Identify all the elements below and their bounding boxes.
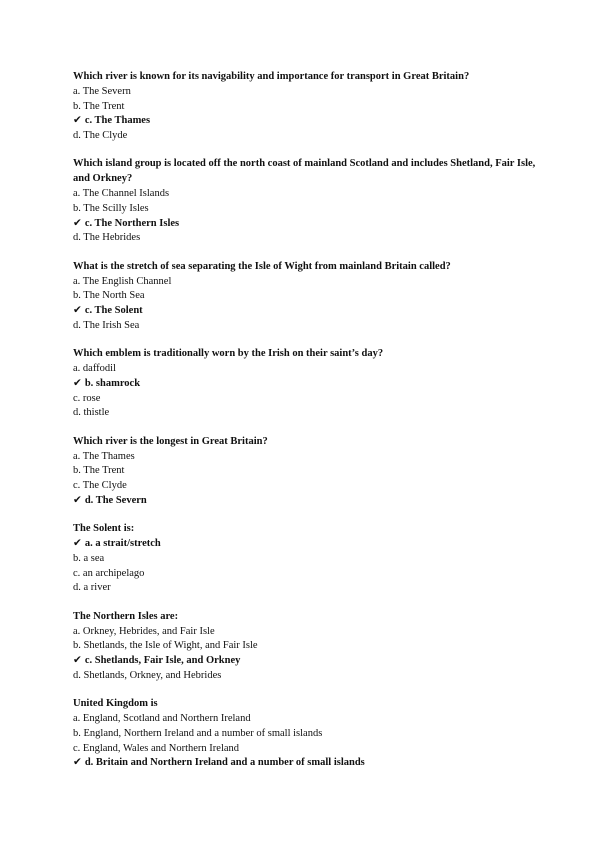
answer-option-label: c. The Clyde xyxy=(73,480,127,492)
question-block xyxy=(73,522,543,596)
answer-option xyxy=(73,727,543,742)
answer-option xyxy=(73,450,543,465)
question-block xyxy=(73,347,543,421)
question-block xyxy=(73,157,543,246)
checkmark-icon: ✔ xyxy=(73,757,82,769)
answer-option-label: d. The Clyde xyxy=(73,130,128,142)
answer-option-label: d. The Hebrides xyxy=(73,232,141,244)
answer-option-correct xyxy=(73,537,543,552)
answer-option xyxy=(73,231,543,246)
answer-option-label: b. England, Northern Ireland and a number of small islands xyxy=(73,727,323,739)
answer-option-label: a. Orkney, Hebrides, and Fair Isle xyxy=(73,625,215,637)
question-block xyxy=(73,260,543,334)
answer-option xyxy=(73,625,543,640)
answer-option-correct xyxy=(73,654,543,669)
answer-option xyxy=(73,392,543,407)
question-text: What is the stretch of sea separating the Isle of Wight from mainland Britain called? xyxy=(73,260,451,272)
answer-option-correct xyxy=(73,756,543,771)
answer-option xyxy=(73,319,543,334)
question-text: The Northern Isles are: xyxy=(73,610,179,622)
answer-option-label: c. rose xyxy=(73,392,101,404)
answer-option xyxy=(73,362,543,377)
quiz-list xyxy=(73,70,543,785)
answer-option-label: a. The Channel Islands xyxy=(73,188,170,200)
answer-option-label: c. England, Wales and Northern Ireland xyxy=(73,742,240,754)
question-text: United Kingdom is xyxy=(73,698,158,710)
question-text: Which river is the longest in Great Britain? xyxy=(73,435,268,447)
checkmark-icon: ✔ xyxy=(73,217,82,229)
answer-option-label: d. thistle xyxy=(73,407,110,419)
answer-option xyxy=(73,187,543,202)
question-text: Which island group is located off the north coast of mainland Scotland and includes Shetland, Fair Isle, and Orkney? xyxy=(73,158,536,185)
question-block xyxy=(73,435,543,509)
answer-option xyxy=(73,552,543,567)
answer-option-correct xyxy=(73,217,543,232)
answer-option xyxy=(73,406,543,421)
answer-option-label: b. a sea xyxy=(73,552,105,564)
answer-option-label: a. a strait/stretch xyxy=(84,538,161,550)
checkmark-icon: ✔ xyxy=(73,538,82,550)
answer-option-label: b. The North Sea xyxy=(73,290,145,302)
checkmark-icon: ✔ xyxy=(73,115,82,127)
answer-option xyxy=(73,202,543,217)
answer-option-label: a. daffodil xyxy=(73,363,116,375)
answer-option-label: b. shamrock xyxy=(84,377,141,389)
answer-option-label: a. The Thames xyxy=(73,450,135,462)
answer-option-label: c. The Thames xyxy=(84,115,151,127)
answer-option-label: b. The Trent xyxy=(73,100,125,112)
answer-option-label: b. The Scilly Isles xyxy=(73,202,149,214)
question-text: Which river is known for its navigability and importance for transport in Great Britain? xyxy=(73,71,470,82)
answer-option-label: d. Britain and Northern Ireland and a number of small islands xyxy=(84,757,365,769)
answer-option-label: b. The Trent xyxy=(73,465,125,477)
answer-option-label: d. The Irish Sea xyxy=(73,319,140,331)
answer-option-label: c. an archipelago xyxy=(73,567,145,579)
answer-option xyxy=(73,85,543,100)
question-text: The Solent is: xyxy=(73,523,135,535)
answer-option xyxy=(73,712,543,727)
answer-option xyxy=(73,275,543,290)
answer-option-correct xyxy=(73,114,543,129)
answer-option-label: d. a river xyxy=(73,582,111,594)
answer-option-label: d. Shetlands, Orkney, and Hebrides xyxy=(73,669,222,681)
checkmark-icon: ✔ xyxy=(73,377,82,389)
answer-option xyxy=(73,581,543,596)
answer-option-label: c. Shetlands, Fair Isle, and Orkney xyxy=(84,655,241,667)
answer-option-label: a. The English Channel xyxy=(73,275,172,287)
answer-option-label: a. England, Scotland and Northern Ireland xyxy=(73,712,251,724)
answer-option-correct xyxy=(73,494,543,509)
checkmark-icon: ✔ xyxy=(73,494,82,506)
answer-option xyxy=(73,464,543,479)
question-block xyxy=(73,697,543,771)
answer-option xyxy=(73,129,543,144)
answer-option xyxy=(73,479,543,494)
question-block xyxy=(73,610,543,684)
answer-option-correct xyxy=(73,377,543,392)
question-text: Which emblem is traditionally worn by the Irish on their saint’s day? xyxy=(73,348,384,360)
answer-option-label: a. The Severn xyxy=(73,85,131,97)
answer-option xyxy=(73,639,543,654)
answer-option-label: b. Shetlands, the Isle of Wight, and Fair Isle xyxy=(73,640,258,652)
answer-option xyxy=(73,669,543,684)
question-block xyxy=(73,70,543,144)
checkmark-icon: ✔ xyxy=(73,305,82,317)
answer-option xyxy=(73,100,543,115)
answer-option xyxy=(73,567,543,582)
answer-option-label: d. The Severn xyxy=(84,494,147,506)
answer-option-correct xyxy=(73,304,543,319)
answer-option-label: c. The Solent xyxy=(84,305,143,317)
checkmark-icon: ✔ xyxy=(73,655,82,667)
answer-option-label: c. The Northern Isles xyxy=(84,217,180,229)
answer-option xyxy=(73,742,543,757)
answer-option xyxy=(73,289,543,304)
